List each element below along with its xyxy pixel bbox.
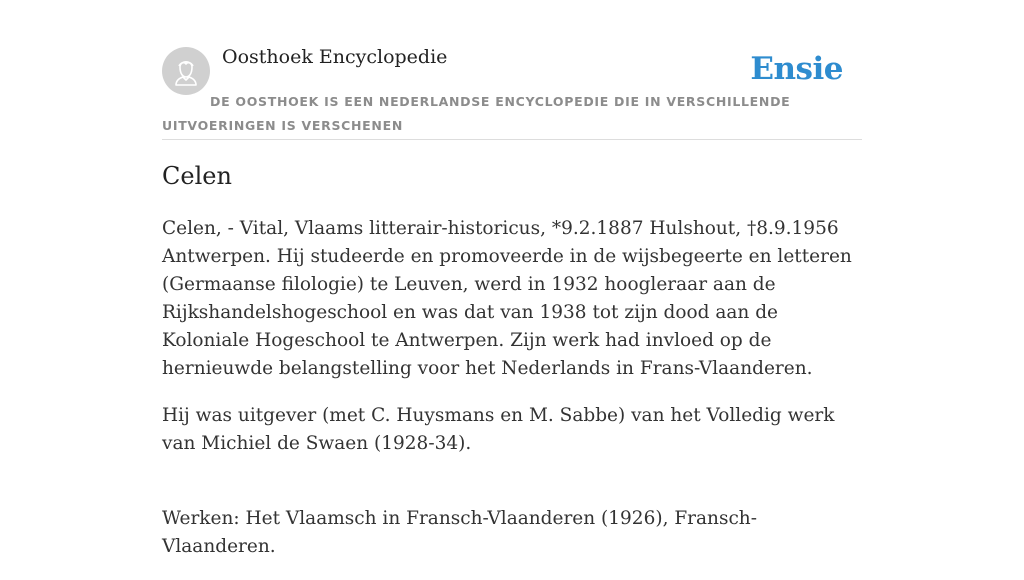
- source-name-link[interactable]: Oosthoek Encyclopedie: [222, 46, 448, 68]
- source-tagline: DE OOSTHOEK IS EEN NEDERLANDSE ENCYCLOPEDIE DIE IN VERSCHILLENDE UITVOERINGEN IS VERSCHENEN: [162, 94, 791, 133]
- brand-logo-link[interactable]: Ensie: [750, 51, 843, 87]
- article-paragraph: Celen, - Vital, Vlaams litterair-historicus, *9.2.1887 Hulshout, †8.9.1956 Antwerpen. Hij studeerde en promoveerde in de wijsbegeerte en letteren (Germaanse filologie) te Leuven, werd in 1932 hoogleraar aan de Rijkshandelshogeschool en was dat van 1938 tot zijn dood aan de Koloniale Hogeschool te Antwerpen. Zijn werk had invloed op de hernieuwde belangstelling voor het Nederlands in Frans-Vlaanderen.: [162, 218, 852, 379]
- article-paragraph: Hij was uitgever (met C. Huysmans en M. Sabbe) van het Volledig werk van Michiel de Swaen (1928-34).: [162, 405, 835, 454]
- user-silhouette-icon[interactable]: [162, 47, 210, 95]
- article-paragraph: Werken: Het Vlaamsch in Fransch-Vlaanderen (1926), Fransch-Vlaanderen.: [162, 508, 757, 557]
- article-body: [162, 215, 852, 580]
- article-title: Celen: [162, 162, 232, 190]
- header-divider: [162, 139, 862, 140]
